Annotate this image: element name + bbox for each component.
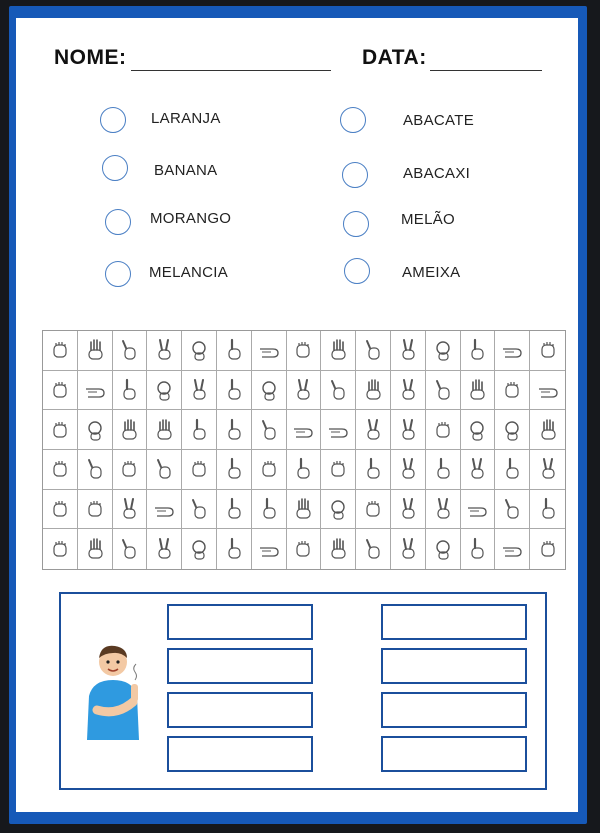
option-morango[interactable] [105, 209, 131, 235]
answer-slot-left-4[interactable] [167, 736, 313, 772]
hand-sign-icon [182, 371, 217, 411]
hand-sign-icon [252, 490, 287, 530]
hand-sign-icon [356, 331, 391, 371]
option-banana[interactable] [102, 155, 128, 181]
hand-sign-icon [113, 371, 148, 411]
option-label-laranja: LARANJA [151, 110, 221, 127]
hand-sign-icon [461, 371, 496, 411]
radio-circle[interactable] [105, 261, 131, 287]
option-label-morango: MORANGO [150, 210, 232, 227]
hand-sign-icon [321, 410, 356, 450]
hand-sign-icon [321, 450, 356, 490]
worksheet [16, 18, 578, 812]
hand-sign-icon [43, 450, 78, 490]
name-label: NOME: [54, 46, 127, 69]
answer-slot-left-3[interactable] [167, 692, 313, 728]
hand-sign-icon [530, 371, 565, 411]
hand-sign-icon [391, 490, 426, 530]
option-abacaxi[interactable] [342, 162, 368, 188]
hand-sign-icon [217, 410, 252, 450]
hand-sign-icon [495, 529, 530, 569]
hand-sign-icon [217, 529, 252, 569]
hand-sign-icon [252, 331, 287, 371]
hand-sign-icon [356, 490, 391, 530]
hand-sign-icon [287, 529, 322, 569]
option-ameixa[interactable] [344, 258, 370, 284]
radio-circle[interactable] [343, 211, 369, 237]
option-label-melao: MELÃO [401, 211, 456, 228]
option-laranja[interactable] [100, 107, 126, 133]
date-label: DATA: [362, 46, 427, 69]
option-melao[interactable] [343, 211, 369, 237]
hand-sign-icon [217, 331, 252, 371]
hand-sign-icon [530, 450, 565, 490]
hand-sign-icon [78, 490, 113, 530]
answer-slot-left-1[interactable] [167, 604, 313, 640]
hand-sign-icon [113, 450, 148, 490]
radio-circle[interactable] [340, 107, 366, 133]
hand-sign-icon [426, 410, 461, 450]
radio-circle[interactable] [100, 107, 126, 133]
hand-sign-icon [182, 529, 217, 569]
radio-circle[interactable] [102, 155, 128, 181]
hand-sign-icon [182, 331, 217, 371]
hand-sign-icon [287, 450, 322, 490]
hand-sign-icon [495, 331, 530, 371]
hand-sign-icon [78, 529, 113, 569]
hand-sign-icon [321, 490, 356, 530]
hand-sign-icon [391, 410, 426, 450]
hand-sign-icon [495, 490, 530, 530]
hand-sign-icon [461, 529, 496, 569]
hand-sign-icon [43, 410, 78, 450]
date-field-line[interactable] [430, 70, 542, 71]
answer-slot-right-2[interactable] [381, 648, 527, 684]
hand-sign-icon [461, 450, 496, 490]
option-abacate[interactable] [340, 107, 366, 133]
hand-sign-icon [113, 331, 148, 371]
hand-sign-icon [495, 371, 530, 411]
hand-sign-icon [182, 490, 217, 530]
hand-sign-icon [182, 410, 217, 450]
option-label-abacaxi: ABACAXI [403, 165, 471, 182]
hand-sign-icon [78, 371, 113, 411]
hand-sign-icon [43, 529, 78, 569]
hand-sign-icon [147, 450, 182, 490]
hand-sign-icon [252, 450, 287, 490]
hand-sign-icon [217, 450, 252, 490]
hand-sign-icon [356, 450, 391, 490]
hand-sign-icon [113, 410, 148, 450]
hand-sign-icon [495, 450, 530, 490]
hand-sign-icon [426, 529, 461, 569]
hand-sign-icon [426, 331, 461, 371]
radio-circle[interactable] [342, 162, 368, 188]
answer-slot-right-1[interactable] [381, 604, 527, 640]
option-label-melancia: MELANCIA [149, 264, 229, 281]
hand-sign-icon [495, 410, 530, 450]
hand-sign-icon [356, 410, 391, 450]
page-frame [9, 6, 587, 824]
answer-slot-right-4[interactable] [381, 736, 527, 772]
hand-sign-icon [147, 529, 182, 569]
hand-sign-icon [530, 410, 565, 450]
hand-sign-icon [78, 450, 113, 490]
option-label-ameixa: AMEIXA [402, 264, 461, 281]
option-label-banana: BANANA [154, 162, 218, 179]
sign-language-grid [42, 330, 566, 570]
answer-box [59, 592, 547, 790]
hand-sign-icon [287, 410, 322, 450]
hand-sign-icon [287, 490, 322, 530]
hand-sign-icon [217, 371, 252, 411]
hand-sign-icon [461, 490, 496, 530]
hand-sign-icon [461, 410, 496, 450]
hand-sign-icon [356, 371, 391, 411]
hand-sign-icon [321, 331, 356, 371]
hand-sign-icon [530, 331, 565, 371]
hand-sign-icon [391, 450, 426, 490]
hand-sign-icon [426, 450, 461, 490]
boy-signing-icon [83, 640, 151, 740]
answer-slot-left-2[interactable] [167, 648, 313, 684]
hand-sign-icon [287, 331, 322, 371]
option-melancia[interactable] [105, 261, 131, 287]
hand-sign-icon [461, 331, 496, 371]
hand-sign-icon [43, 371, 78, 411]
hand-sign-icon [321, 529, 356, 569]
hand-sign-icon [113, 529, 148, 569]
hand-sign-icon [147, 490, 182, 530]
hand-sign-icon [391, 371, 426, 411]
answer-slot-right-3[interactable] [381, 692, 527, 728]
hand-sign-icon [287, 371, 322, 411]
radio-circle[interactable] [105, 209, 131, 235]
hand-sign-icon [147, 371, 182, 411]
hand-sign-icon [391, 529, 426, 569]
hand-sign-icon [530, 529, 565, 569]
hand-sign-icon [426, 490, 461, 530]
hand-sign-icon [78, 331, 113, 371]
hand-sign-icon [113, 490, 148, 530]
option-label-abacate: ABACATE [403, 112, 475, 129]
hand-sign-icon [217, 490, 252, 530]
hand-sign-icon [43, 331, 78, 371]
hand-sign-icon [147, 331, 182, 371]
hand-sign-icon [78, 410, 113, 450]
name-field-line[interactable] [131, 70, 331, 71]
hand-sign-icon [530, 490, 565, 530]
hand-sign-icon [356, 529, 391, 569]
hand-sign-icon [182, 450, 217, 490]
radio-circle[interactable] [344, 258, 370, 284]
hand-sign-icon [252, 371, 287, 411]
hand-sign-icon [426, 371, 461, 411]
hand-sign-icon [43, 490, 78, 530]
hand-sign-icon [147, 410, 182, 450]
hand-sign-icon [252, 410, 287, 450]
hand-sign-icon [252, 529, 287, 569]
hand-sign-icon [321, 371, 356, 411]
hand-sign-icon [391, 331, 426, 371]
